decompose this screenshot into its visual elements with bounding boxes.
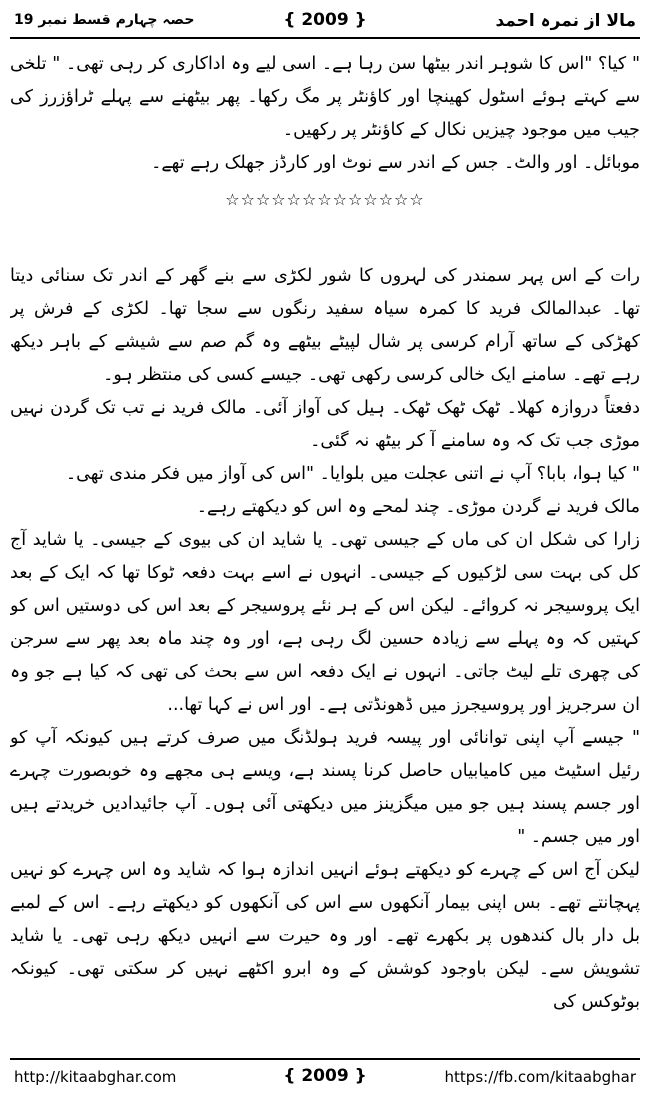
paragraph: " کیا؟ "اس کا شوہر اندر بیٹھا سن رہا ہے۔ اسی لیے وہ اداکاری کر رہی تھی۔ " تلخی سے کہتے ہوئے اسٹول کھینچا اور کاؤنٹر پر مگ رکھا۔ پھر بیٹھنے سے پہلے ٹراؤزرز کی جیب میں موجود چیزیں نکال کے کاؤنٹر پر رکھیں۔ <box>10 54 640 140</box>
footer-page-number: { 2009 } <box>283 1066 367 1086</box>
paragraph: دفعتاً دروازہ کھلا۔ ٹھک ٹھک ٹھک۔ ہیل کی آواز آئی۔ مالک فرید نے تب تک گردن نہیں موڑی جب تک کہ وہ سامنے آ کر بیٹھ نہ گئی۔ <box>10 398 640 451</box>
page-content <box>10 48 640 1048</box>
paragraph: مالک فرید نے گردن موڑی۔ چند لمحے وہ اس کو دیکھتے رہے۔ <box>196 497 640 517</box>
paragraph: زارا کی شکل ان کی ماں کے جیسی تھی۔ یا شاید ان کی بیوی کے جیسی۔ یا شاید آج کل کی بہت سی لڑکیوں کے جیسی۔ انہوں نے اسے بہت دفعہ ٹوکا تھا کہ ایک کے بعد ایک پروسیجر نہ کروائے۔ لیکن اس کے ہر نئے پروسیجر کے بعد اس کی دوستیں اس کو کہتیں کہ وہ پہلے سے زیادہ حسین لگ رہی ہے، اور وہ چند ماہ بعد پھر سے سرجن کی چھری تلے لیٹ جاتی۔ انہوں نے ایک دفعہ اس سے بحث کی تھی کہ کیا ہے جو وہ ان سرجریز اور پروسیجرز میں ڈھونڈتی ہے۔ اور اس نے کہا تھا... <box>10 530 640 715</box>
book-title: مالا از نمرہ احمد <box>495 11 636 31</box>
scene-separator: ☆☆☆☆☆☆☆☆☆☆☆☆☆ <box>225 190 425 209</box>
footer-divider <box>10 1058 640 1060</box>
page-footer <box>10 1066 640 1092</box>
header-divider <box>10 37 640 39</box>
paragraph: موبائل۔ اور والٹ۔ جس کے اندر سے نوٹ اور کارڈز جھلک رہے تھے۔ <box>151 153 640 173</box>
page-header <box>10 8 640 34</box>
paragraph: لیکن آج اس کے چہرے کو دیکھتے ہوئے انہیں اندازہ ہوا کہ شاید وہ اس چہرے کو نہیں پہچانتے تھے۔ بس اپنی بیمار آنکھوں سے اس کی آنکھوں کو دیکھتے رہے۔ اس کے لمبے بل دار بال کندھوں پر بکھرے تھے۔ اور وہ حیرت سے انہیں دیکھ رہی تھی۔ یا شاید تشویش سے۔ لیکن باوجود کوشش کے وہ ابرو اکٹھے نہیں کر سکتی تھی۔ کیونکہ بوٹوکس کی <box>10 860 640 1012</box>
paragraph: " جیسے آپ اپنی توانائی اور پیسہ فرید ہولڈنگ میں صرف کرتے ہیں کیونکہ آپ کو رئیل اسٹیٹ میں کامیابیاں حاصل کرنا پسند ہے، ویسے ہی مجھے وہ خوبصورت چہرے اور جسم پسند ہیں جو میں میگزینز میں دیکھتی آئی ہوں۔ آپ جائیدادیں خریدتے ہیں اور میں جسم۔ " <box>10 728 640 847</box>
website-link[interactable]: http://kitaabghar.com <box>14 1068 177 1086</box>
paragraph: رات کے اس پہر سمندر کی لہروں کا شور لکڑی سے بنے گھر کے اندر تک سنائی دیتا تھا۔ عبدالمالک فرید کا کمرہ سیاہ سفید رنگوں سے سجا تھا۔ لکڑی کے فرش پر کھڑکی کے ساتھ آرام کرسی پر شال لپیٹے بیٹھے وہ گم صم سے شیشے کے باہر دیکھ رہے تھے۔ سامنے ایک خالی کرسی رکھی تھی۔ جیسے کسی کی منتظر ہو۔ <box>10 266 640 385</box>
facebook-link[interactable]: https://fb.com/kitaabghar <box>444 1068 636 1086</box>
paragraph: " کیا ہوا، بابا؟ آپ نے اتنی عجلت میں بلوایا۔ "اس کی آواز میں فکر مندی تھی۔ <box>65 464 640 484</box>
section-label: حصہ چہارم قسط نمبر 19 <box>14 12 195 28</box>
page-number: { 2009 } <box>283 10 367 30</box>
